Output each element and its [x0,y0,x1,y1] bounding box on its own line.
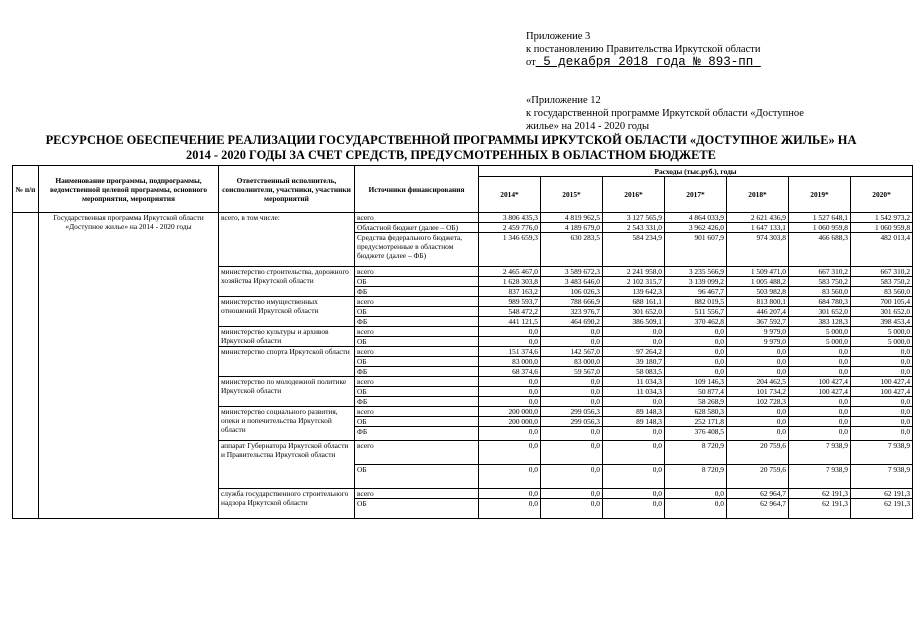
amount-cell: 0,0 [665,337,727,347]
amount-cell: 4 819 962,5 [541,213,603,223]
amount-cell: 11 034,3 [603,377,665,387]
amount-cell: 83 000,0 [479,357,541,367]
amount-cell: 0,0 [727,367,789,377]
header-expenses: Расходы (тыс.руб.), годы [479,166,913,177]
amount-cell: 0,0 [851,407,913,417]
amount-cell: 0,0 [603,465,665,489]
header-source: Источники финансирования [355,166,479,213]
amount-cell: 0,0 [789,357,851,367]
amount-cell: 0,0 [727,407,789,417]
amount-cell: 0,0 [789,397,851,407]
amount-cell: 301 652,0 [603,307,665,317]
header-year: 2016* [603,177,665,213]
amount-cell: 0,0 [541,465,603,489]
amount-cell: 376 408,5 [665,427,727,441]
amount-cell: 100 427,4 [789,387,851,397]
funding-source-cell: ОБ [355,499,479,519]
amount-cell: 2 459 776,0 [479,223,541,233]
amount-cell: 813 800,1 [727,297,789,307]
funding-source-cell: ОБ [355,337,479,347]
amount-cell: 139 642,3 [603,287,665,297]
amount-cell: 700 105,4 [851,297,913,307]
amount-cell: 1 060 959,8 [851,223,913,233]
amount-cell: 370 462,8 [665,317,727,327]
amount-cell: 0,0 [541,441,603,465]
amount-cell: 1 628 303,8 [479,277,541,287]
amount-cell: 0,0 [603,397,665,407]
funding-source-cell: ОБ [355,465,479,489]
amount-cell: 0,0 [541,337,603,347]
amount-cell: 0,0 [727,357,789,367]
amount-cell: 62 964,7 [727,499,789,519]
amount-cell: 142 567,0 [541,347,603,357]
funding-source-cell: ОБ [355,277,479,287]
funding-source-cell: ФБ [355,287,479,297]
amount-cell: 548 472,2 [479,307,541,317]
executor-cell: министерство строительства, дорожного хозяйства Иркутской области [219,267,355,297]
amount-cell: 0,0 [603,327,665,337]
amount-cell: 0,0 [665,327,727,337]
appendix-12-reference-cont: жилье» на 2014 - 2020 годы [526,121,650,132]
amount-cell: 5 000,0 [851,327,913,337]
amount-cell: 200 000,0 [479,407,541,417]
appendix-3-label: Приложение 3 [526,31,591,42]
amount-cell: 62 191,3 [789,499,851,519]
amount-cell: 83 000,0 [541,357,603,367]
amount-cell: 0,0 [727,347,789,357]
document-title [8,133,894,163]
amount-cell: 0,0 [789,407,851,417]
funding-source-cell: ФБ [355,427,479,441]
amount-cell: 0,0 [479,337,541,347]
amount-cell: 200 000,0 [479,417,541,427]
appendix-12-reference: к государственной программе Иркутской области «Доступное [526,108,804,119]
resource-table [12,165,913,519]
amount-cell: 0,0 [479,377,541,387]
amount-cell: 3 962 426,0 [665,223,727,233]
amount-cell: 1 542 973,2 [851,213,913,223]
amount-cell: 667 310,2 [851,267,913,277]
funding-source-cell: всего [355,347,479,357]
amount-cell: 466 688,3 [789,233,851,267]
amount-cell: 62 191,3 [851,489,913,499]
amount-cell: 0,0 [851,427,913,441]
amount-cell: 367 592,7 [727,317,789,327]
funding-source-cell: всего [355,377,479,387]
row-number-cell [13,213,39,519]
funding-source-cell: ФБ [355,317,479,327]
amount-cell: 204 462,5 [727,377,789,387]
amount-cell: 0,0 [851,357,913,367]
amount-cell: 441 121,5 [479,317,541,327]
amount-cell: 446 207,4 [727,307,789,317]
amount-cell: 89 148,3 [603,417,665,427]
amount-cell: 0,0 [727,427,789,441]
amount-cell: 62 964,7 [727,489,789,499]
amount-cell: 8 720,9 [665,441,727,465]
amount-cell: 301 652,0 [789,307,851,317]
amount-cell: 584 234,9 [603,233,665,267]
amount-cell: 0,0 [603,499,665,519]
amount-cell: 1 527 648,1 [789,213,851,223]
amount-cell: 2 102 315,7 [603,277,665,287]
amount-cell: 1 005 488,2 [727,277,789,287]
amount-cell: 0,0 [851,417,913,427]
amount-cell: 503 982,8 [727,287,789,297]
amount-cell: 0,0 [479,499,541,519]
amount-cell: 7 938,9 [851,441,913,465]
executor-cell: министерство по молодежной политике Иркутской области [219,377,355,407]
amount-cell: 583 750,2 [851,277,913,287]
amount-cell: 301 652,0 [851,307,913,317]
funding-source-cell: ОБ [355,357,479,367]
amount-cell: 1 647 133,1 [727,223,789,233]
executor-cell: министерство культуры и архивов Иркутской области [219,327,355,347]
amount-cell: 0,0 [541,377,603,387]
header-num: № п/п [13,166,39,213]
amount-cell: 0,0 [541,489,603,499]
amount-cell: 5 000,0 [789,337,851,347]
amount-cell: 0,0 [665,489,727,499]
funding-source-cell: всего [355,267,479,277]
amount-cell: 882 019,5 [665,297,727,307]
header-name: Наименование программы, подпрограммы, ведомственной целевой программы, основного мероприятия, мероприятия [39,166,219,213]
amount-cell: 7 938,9 [789,465,851,489]
funding-source-cell: ОБ [355,307,479,317]
amount-cell: 100 427,4 [851,387,913,397]
amount-cell: 109 146,3 [665,377,727,387]
amount-cell: 83 560,0 [851,287,913,297]
amount-cell: 3 806 435,3 [479,213,541,223]
amount-cell: 151 374,6 [479,347,541,357]
amount-cell: 252 171,8 [665,417,727,427]
amount-cell: 0,0 [851,347,913,357]
amount-cell: 0,0 [541,327,603,337]
funding-source-cell: всего [355,489,479,499]
amount-cell: 0,0 [789,417,851,427]
executor-cell: министерство социального развития, опеки и попечительства Иркутской области [219,407,355,441]
amount-cell: 628 580,3 [665,407,727,417]
header-executor: Ответственный исполнитель, соисполнители, участники, участники мероприятий [219,166,355,213]
amount-cell: 0,0 [479,397,541,407]
amount-cell: 20 759,6 [727,441,789,465]
funding-source-cell: ОБ [355,387,479,397]
amount-cell: 62 191,3 [851,499,913,519]
amount-cell: 3 127 565,9 [603,213,665,223]
amount-cell: 383 128,3 [789,317,851,327]
amount-cell: 8 720,9 [665,465,727,489]
amount-cell: 2 621 436,9 [727,213,789,223]
amount-cell: 3 483 646,0 [541,277,603,287]
amount-cell: 7 938,9 [789,441,851,465]
amount-cell: 0,0 [665,367,727,377]
amount-cell: 299 056,3 [541,417,603,427]
amount-cell: 11 034,3 [603,387,665,397]
executor-cell: аппарат Губернатора Иркутской области и Правительства Иркутской области [219,441,355,489]
amount-cell: 0,0 [479,489,541,499]
header-year: 2019* [789,177,851,213]
amount-cell: 511 556,7 [665,307,727,317]
funding-source-cell: всего [355,297,479,307]
header-year: 2020* [851,177,913,213]
title-line-1: РЕСУРСНОЕ ОБЕСПЕЧЕНИЕ РЕАЛИЗАЦИИ ГОСУДАРСТВЕННОЙ ПРОГРАММЫ ИРКУТСКОЙ ОБЛАСТИ «ДОСТУПНОЕ ЖИЛЬЕ» НА [45,133,857,147]
appendix-3-block [526,30,761,69]
amount-cell: 0,0 [541,499,603,519]
amount-cell: 0,0 [789,367,851,377]
amount-cell: 100 427,4 [851,377,913,387]
amount-cell: 96 467,7 [665,287,727,297]
amount-cell: 58 268,9 [665,397,727,407]
amount-cell: 0,0 [851,397,913,407]
amount-cell: 0,0 [541,427,603,441]
executor-cell: всего, в том числе: [219,213,355,267]
amount-cell: 688 161,1 [603,297,665,307]
amount-cell: 2 465 467,0 [479,267,541,277]
amount-cell: 464 690,2 [541,317,603,327]
amount-cell: 684 780,3 [789,297,851,307]
amount-cell: 1 060 959,8 [789,223,851,233]
header-year: 2014* [479,177,541,213]
amount-cell: 2 543 331,0 [603,223,665,233]
amount-cell: 667 310,2 [789,267,851,277]
amount-cell: 97 264,2 [603,347,665,357]
funding-source-cell: всего [355,407,479,417]
amount-cell: 1 509 471,0 [727,267,789,277]
amount-cell: 3 139 099,2 [665,277,727,287]
appendix-12-block [526,94,804,133]
amount-cell: 0,0 [789,347,851,357]
amount-cell: 9 979,0 [727,327,789,337]
amount-cell: 0,0 [479,441,541,465]
amount-cell: 59 567,0 [541,367,603,377]
amount-cell: 20 759,6 [727,465,789,489]
amount-cell: 5 000,0 [851,337,913,347]
funding-source-cell: всего [355,213,479,223]
amount-cell: 989 593,7 [479,297,541,307]
executor-cell: министерство имущественных отношений Иркутской области [219,297,355,327]
amount-cell: 0,0 [479,427,541,441]
amount-cell: 5 000,0 [789,327,851,337]
amount-cell: 0,0 [665,357,727,367]
amount-cell: 106 026,3 [541,287,603,297]
amount-cell: 39 180,7 [603,357,665,367]
amount-cell: 482 013,4 [851,233,913,267]
amount-cell: 4 189 679,0 [541,223,603,233]
amount-cell: 398 453,4 [851,317,913,327]
amount-cell: 3 235 566,9 [665,267,727,277]
amount-cell: 901 607,9 [665,233,727,267]
amount-cell: 0,0 [665,499,727,519]
amount-cell: 583 750,2 [789,277,851,287]
amount-cell: 974 303,8 [727,233,789,267]
funding-source-cell: ФБ [355,397,479,407]
amount-cell: 58 083,5 [603,367,665,377]
amount-cell: 0,0 [479,327,541,337]
header-year: 2018* [727,177,789,213]
amount-cell: 83 560,0 [789,287,851,297]
executor-cell: служба государственного строительного надзора Иркутской области [219,489,355,519]
amount-cell: 788 666,9 [541,297,603,307]
funding-source-cell: Областной бюджет (далее – ОБ) [355,223,479,233]
decree-line [526,56,761,69]
amount-cell: 3 589 672,3 [541,267,603,277]
amount-cell: 1 346 659,3 [479,233,541,267]
amount-cell: 630 283,5 [541,233,603,267]
amount-cell: 0,0 [479,465,541,489]
executor-cell: министерство спорта Иркутской области [219,347,355,377]
amount-cell: 299 056,3 [541,407,603,417]
amount-cell: 323 976,7 [541,307,603,317]
amount-cell: 9 979,0 [727,337,789,347]
amount-cell: 0,0 [603,337,665,347]
amount-cell: 0,0 [727,417,789,427]
amount-cell: 7 938,9 [851,465,913,489]
funding-source-cell: всего [355,441,479,465]
amount-cell: 0,0 [541,387,603,397]
program-name-cell: Государственная программа Иркутской области «Доступное жилье» на 2014 - 2020 годы [39,213,219,519]
title-line-2: 2014 - 2020 ГОДЫ ЗА СЧЕТ СРЕДСТВ, ПРЕДУСМОТРЕННЫХ В ОБЛАСТНОМ БЮДЖЕТЕ [186,148,716,162]
header-year: 2017* [665,177,727,213]
header-year: 2015* [541,177,603,213]
amount-cell: 0,0 [603,489,665,499]
amount-cell: 101 734,2 [727,387,789,397]
amount-cell: 89 148,3 [603,407,665,417]
appendix-12-label: «Приложение 12 [526,95,601,106]
amount-cell: 837 163,2 [479,287,541,297]
amount-cell: 0,0 [851,367,913,377]
amount-cell: 0,0 [665,347,727,357]
funding-source-cell: ОБ [355,417,479,427]
amount-cell: 0,0 [603,441,665,465]
amount-cell: 68 374,6 [479,367,541,377]
amount-cell: 0,0 [541,397,603,407]
amount-cell: 50 877,4 [665,387,727,397]
funding-source-cell: всего [355,327,479,337]
appendix-3-reference: к постановлению Правительства Иркутской области [526,44,761,55]
amount-cell: 4 864 033,9 [665,213,727,223]
amount-cell: 0,0 [789,427,851,441]
funding-source-cell: Средства федерального бюджета, предусмотренные в областном бюджете (далее – ФБ) [355,233,479,267]
amount-cell: 2 241 958,0 [603,267,665,277]
table-row [13,213,913,223]
amount-cell: 0,0 [479,387,541,397]
decree-prefix: от [526,57,536,68]
funding-source-cell: ФБ [355,367,479,377]
amount-cell: 62 191,3 [789,489,851,499]
decree-date-number: 5 декабря 2018 года № 893-пп [543,55,754,69]
amount-cell: 0,0 [603,427,665,441]
amount-cell: 100 427,4 [789,377,851,387]
amount-cell: 386 509,1 [603,317,665,327]
amount-cell: 102 728,3 [727,397,789,407]
